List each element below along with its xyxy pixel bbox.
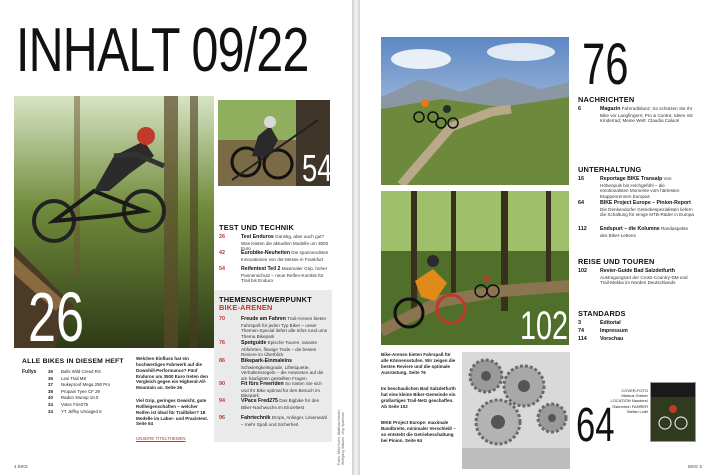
theme-heading-line-1: THEMENSCHWERPUNKT bbox=[219, 295, 312, 304]
bike-row bbox=[48, 382, 128, 389]
toc-entry bbox=[219, 398, 329, 410]
folio-mag: BIKE bbox=[687, 464, 699, 469]
bike-name: Nukeproof Mega 290 Pro bbox=[61, 382, 111, 388]
toc-entry bbox=[219, 340, 329, 358]
toc-page-number: 86 bbox=[219, 358, 225, 364]
reise-heading: REISE UND TOUREN bbox=[578, 257, 655, 266]
toc-page-number: 90 bbox=[219, 381, 225, 387]
bike-name: Radon Swoop 10.0 bbox=[61, 395, 99, 401]
caption-pinion: BIKE Project Europe: maximale Bandbreite, minimaler Verschleiß – so entsteht die Getriebeschaltung bei Pinion. Seite 64 bbox=[381, 420, 456, 443]
bike-page: 34 bbox=[48, 401, 53, 407]
arena-page-number: 76 bbox=[582, 32, 629, 97]
bike-arena-photo bbox=[381, 37, 569, 185]
toc-entry-title: Fahrtechnik bbox=[241, 415, 271, 421]
bike-name: Propain Tyee CF 29 bbox=[61, 388, 100, 394]
toc-page-number: 26 bbox=[219, 234, 225, 240]
toc-entry-title: Eurobike-Neuheiten bbox=[241, 250, 291, 256]
toc-entry-title: VPace Fred275 bbox=[241, 398, 278, 404]
toc-page-number: 16 bbox=[578, 176, 584, 182]
toc-entry-title: Impressum bbox=[600, 328, 628, 334]
cover-photo-credit: COVER-FOTO Markus Greber LOCATION Nauders/ Österreich FAHRER Stefan Loibl bbox=[610, 388, 648, 414]
toc-entry bbox=[219, 358, 329, 382]
toc-entry-title: Fit fürs Freeriden bbox=[241, 381, 284, 387]
toc-page-number: 94 bbox=[219, 398, 225, 404]
gutter bbox=[352, 0, 360, 475]
toc-entry-text: So rüsten Sie sich und Ihr Bike optimal für den Besuch im Bikepark bbox=[241, 381, 322, 399]
cover-thumbnail bbox=[650, 382, 696, 442]
mountain-trail-image bbox=[381, 37, 569, 185]
page-title: INHALT 09/22 bbox=[16, 16, 309, 85]
toc-page-number: 76 bbox=[219, 340, 225, 346]
toc-entry bbox=[219, 415, 329, 427]
toc-page-number: 102 bbox=[578, 268, 587, 274]
bike-row bbox=[48, 409, 128, 416]
gears-image bbox=[462, 352, 570, 469]
right-page bbox=[360, 0, 712, 475]
toc-entry bbox=[578, 176, 694, 200]
toc-entry bbox=[219, 266, 331, 284]
toc-page-number: 112 bbox=[578, 226, 587, 232]
toc-page-number: 96 bbox=[219, 415, 225, 421]
toc-entry-title: Spotguide bbox=[241, 340, 267, 346]
toc-entry bbox=[578, 200, 694, 218]
toc-entry-text: Randaspekte des Biker-Lebens bbox=[600, 226, 689, 238]
toc-page-number: 74 bbox=[578, 328, 584, 334]
caption-salzdetfurth: Im beschaulichen Bad Salzdetfurth hat eine kleine Biker-Gemeinde ein großartiges Trail-Netz geschaffen. Ab Seite 102 bbox=[381, 386, 456, 409]
toc-entry-text: Die Denkendorfer Getriebespezialisten liefern die Schaltung für einige MTB-Räder in Europa bbox=[600, 206, 694, 218]
bike-row bbox=[48, 389, 128, 396]
bike-row bbox=[48, 395, 128, 402]
bike-page: 35 bbox=[48, 369, 53, 374]
toc-entry bbox=[578, 106, 694, 124]
toc-entry-title: Endspurt – die Kolumne bbox=[600, 226, 660, 232]
toc-entry-text: Die spannendsten Innovationen von der Messe in Frankfurt bbox=[241, 250, 329, 262]
toc-entry bbox=[219, 381, 329, 399]
bike-name: YT Jeffsy Uncaged 6 bbox=[61, 408, 102, 414]
toc-entry-title: Vorschau bbox=[600, 336, 624, 342]
tire-test-page-number: 54 bbox=[302, 148, 333, 190]
bike-page: 36 bbox=[48, 375, 53, 381]
left-page bbox=[0, 0, 352, 475]
photo-credit: Fotos: Mike Kuhn, Matthias Hasler, Wolfgang Watzke, Jörg Spanholz bbox=[337, 409, 345, 465]
toc-entry bbox=[219, 316, 329, 340]
toc-entry-text: Das Bigbike für den Biker-Nachwuchs im Einzeltest bbox=[241, 398, 320, 410]
folio-page: 5 bbox=[699, 464, 702, 469]
toc-entry bbox=[578, 336, 694, 343]
toc-page-number: 64 bbox=[578, 200, 584, 206]
folio-left bbox=[14, 464, 28, 469]
bike-row bbox=[48, 376, 128, 383]
test-section-heading: TEST UND TECHNIK bbox=[219, 223, 295, 232]
toc-entry-text: Günstig, aber auch gut? Was leisten die aktuellen Modelle um 3500 Euro bbox=[241, 234, 329, 252]
bike-name: Bulls Wild Creed RS bbox=[61, 369, 101, 374]
toc-page-number: 70 bbox=[219, 316, 225, 322]
bike-page: 40 bbox=[48, 395, 53, 401]
pinion-page-number: 64 bbox=[576, 399, 615, 452]
pinion-photo bbox=[462, 352, 570, 469]
cover-topics-link[interactable]: UNSERE TITELTHEMEN bbox=[136, 436, 186, 441]
toc-entry bbox=[578, 328, 694, 335]
toc-entry-title: Reportage BIKE Transalp bbox=[600, 176, 663, 182]
teaser-tires: Viel Grip, geringes Gewicht, gute Rollleigenschaften – welcher Reifen ist ideal für Trailbiker? 18 Modelle im Labor- und Praxistest. Seite 54 bbox=[136, 398, 209, 427]
toc-entry-title: Editorial bbox=[600, 320, 621, 326]
toc-entry-text: Trail-Arenen bieten Fahrspaß für jeden Typ Biker – unser Themen-Special liefert alle Infos rund ums Thema Bikepark bbox=[241, 316, 328, 339]
toc-page-number: 54 bbox=[219, 266, 225, 272]
toc-page-number: 114 bbox=[578, 336, 587, 342]
folio-page: 4 bbox=[14, 464, 17, 469]
teaser-enduros: Welchen Einfluss hat ein hochwertiges Fahrwerk auf die Downhill-Performance? Fünf Enduros um 3500 Euro treten den Vergleich gegen ein Highend-All-Mountain an. Seite 26 bbox=[136, 356, 209, 391]
toc-entry bbox=[578, 226, 694, 238]
toc-entry bbox=[578, 268, 694, 286]
toc-entry-text: Von Höhenpuls bis Hochgefühl – die emotionalsten Momente vom härtesten Etappenrennen Europas bbox=[600, 176, 680, 199]
cover-image bbox=[651, 383, 695, 441]
unterhaltung-heading: UNTERHALTUNG bbox=[578, 165, 642, 174]
folio-right bbox=[688, 464, 702, 469]
theme-heading-line-2: BIKE-ARENEN bbox=[219, 303, 273, 313]
theme-heading bbox=[219, 296, 312, 312]
bike-page: 38 bbox=[48, 388, 53, 394]
bike-name: Lexi Trail M8 bbox=[61, 375, 86, 381]
toc-entry bbox=[578, 320, 694, 327]
bike-row bbox=[48, 402, 128, 409]
toc-entry-title: BIKE Project Europe – Pinion-Report bbox=[600, 200, 691, 206]
toc-entry bbox=[219, 250, 331, 262]
toc-page-number: 3 bbox=[578, 320, 581, 326]
caption-bike-arena: Bike-Arenen bieten Fahrspaß für alle Könnensstufen. Wir zeigen die besten Reviere und die optimale Ausrüstung. Seite 76 bbox=[381, 352, 456, 375]
toc-entry-title: Freude am Fahren bbox=[241, 316, 286, 322]
bike-row bbox=[48, 369, 128, 376]
bike-page: 37 bbox=[48, 382, 53, 388]
bikes-category: Fullys bbox=[22, 369, 37, 375]
standards-heading: STANDARDS bbox=[578, 309, 626, 318]
nachrichten-heading: NACHRICHTEN bbox=[578, 95, 635, 104]
folio-mag: BIKE bbox=[17, 464, 29, 469]
salzdetfurth-page-number: 102 bbox=[520, 304, 569, 348]
bike-name: Votec Fire275 bbox=[61, 401, 89, 407]
toc-entry-title: Revier-Guide Bad Salzdetfurth bbox=[600, 268, 675, 274]
toc-entry-title: Reifentest Teil 2 bbox=[241, 266, 281, 272]
toc-entry-text: Schwierigkeitsgrade, Liftetiquette, Verhaltensregeln – die Antworten auf die am häufigsten gestellten Fragen bbox=[241, 364, 324, 381]
toc-page-number: 42 bbox=[219, 250, 225, 256]
toc-entry-title: Test Enduros bbox=[241, 234, 274, 240]
toc-entry-title: Magazin bbox=[600, 106, 621, 112]
toc-entry-text: Fahrradbilanz: So schützen Sie Ihr Bike vor Langfingern; Pro & Contra: Ideen mit Kinderrad; Meine Welt: Claudia Caluori bbox=[600, 106, 693, 124]
toc-entry-text: Maximaler Grip, hoher Pannenschutz – neue Reifen-Kombis für Trail bis Enduro bbox=[241, 266, 328, 284]
bikes-list bbox=[48, 369, 128, 415]
bike-page: 34 bbox=[48, 408, 53, 414]
toc-entry-text: Drops, Anlieger, Linienwahl – mehr Spaß und Sicherheit bbox=[241, 415, 328, 427]
toc-page-number: 6 bbox=[578, 106, 581, 112]
toc-entry-title: Bikepark-Einmaleins bbox=[241, 358, 293, 364]
toc-entry-text: Epische Touren, rasante Abfahrten, flowige Trails – die besten Reviere im Überblick bbox=[241, 340, 318, 358]
cover-story-page-number: 26 bbox=[28, 278, 85, 356]
toc-entry-text: Austragungsort der Cross-Country-DM und Trail-Mekka im Norden Deutschlands bbox=[600, 274, 688, 286]
bikes-heading: ALLE BIKES IN DIESEM HEFT bbox=[22, 358, 124, 365]
